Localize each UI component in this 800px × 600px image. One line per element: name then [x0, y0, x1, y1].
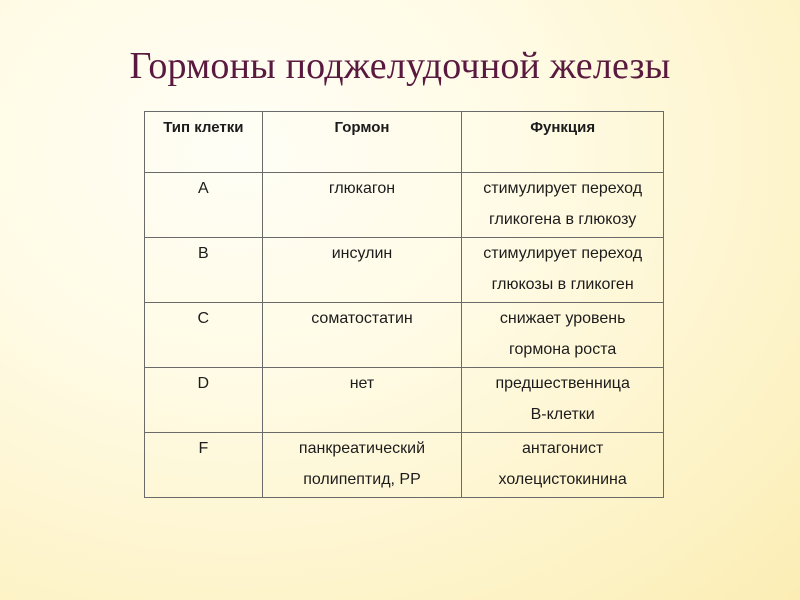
hormone-text-line: полипептид, PP	[303, 471, 421, 488]
function-text-line: гормона роста	[509, 341, 617, 358]
cell-type: A	[145, 173, 263, 238]
function-text-line: снижает уровень	[499, 310, 626, 327]
hormone-cell	[262, 433, 462, 498]
hormone-text: инсулин	[331, 245, 393, 262]
cell-type: C	[145, 303, 263, 368]
header-hormone: Гормон	[262, 112, 462, 173]
header-cell-type: Тип клетки	[145, 112, 263, 173]
function-text-line: В-клетки	[530, 406, 595, 423]
hormone-text: нет	[349, 375, 375, 392]
cell-type: F	[145, 433, 263, 498]
hormone-cell	[262, 173, 462, 238]
cell-type: D	[145, 368, 263, 433]
hormone-cell	[262, 303, 462, 368]
function-cell	[462, 238, 664, 303]
hormone-cell	[262, 368, 462, 433]
table-row	[145, 173, 664, 238]
function-text-line: стимулирует переход	[483, 180, 643, 197]
hormone-table	[144, 111, 664, 498]
function-text-line: предшественница	[495, 375, 630, 392]
hormone-cell	[262, 238, 462, 303]
table-row	[145, 433, 664, 498]
cell-type: B	[145, 238, 263, 303]
function-cell	[462, 368, 664, 433]
function-text-line: гликогена в глюкозу	[489, 211, 637, 228]
table-header-row	[145, 112, 664, 173]
hormone-text: глюкагон	[328, 180, 396, 197]
function-text-line: стимулирует переход	[483, 245, 643, 262]
table-row	[145, 303, 664, 368]
hormone-text: соматостатин	[311, 310, 413, 327]
table-row	[145, 368, 664, 433]
function-cell	[462, 173, 664, 238]
function-cell	[462, 433, 664, 498]
function-text-line: глюкозы в гликоген	[491, 276, 634, 293]
slide-title: Гормоны поджелудочной железы	[129, 45, 671, 87]
function-text-line: холецистокинина	[498, 471, 627, 488]
header-function: Функция	[462, 112, 664, 173]
hormone-text-line: панкреатический	[298, 440, 426, 457]
function-text-line: антагонист	[522, 440, 604, 457]
table-row	[145, 238, 664, 303]
function-cell	[462, 303, 664, 368]
